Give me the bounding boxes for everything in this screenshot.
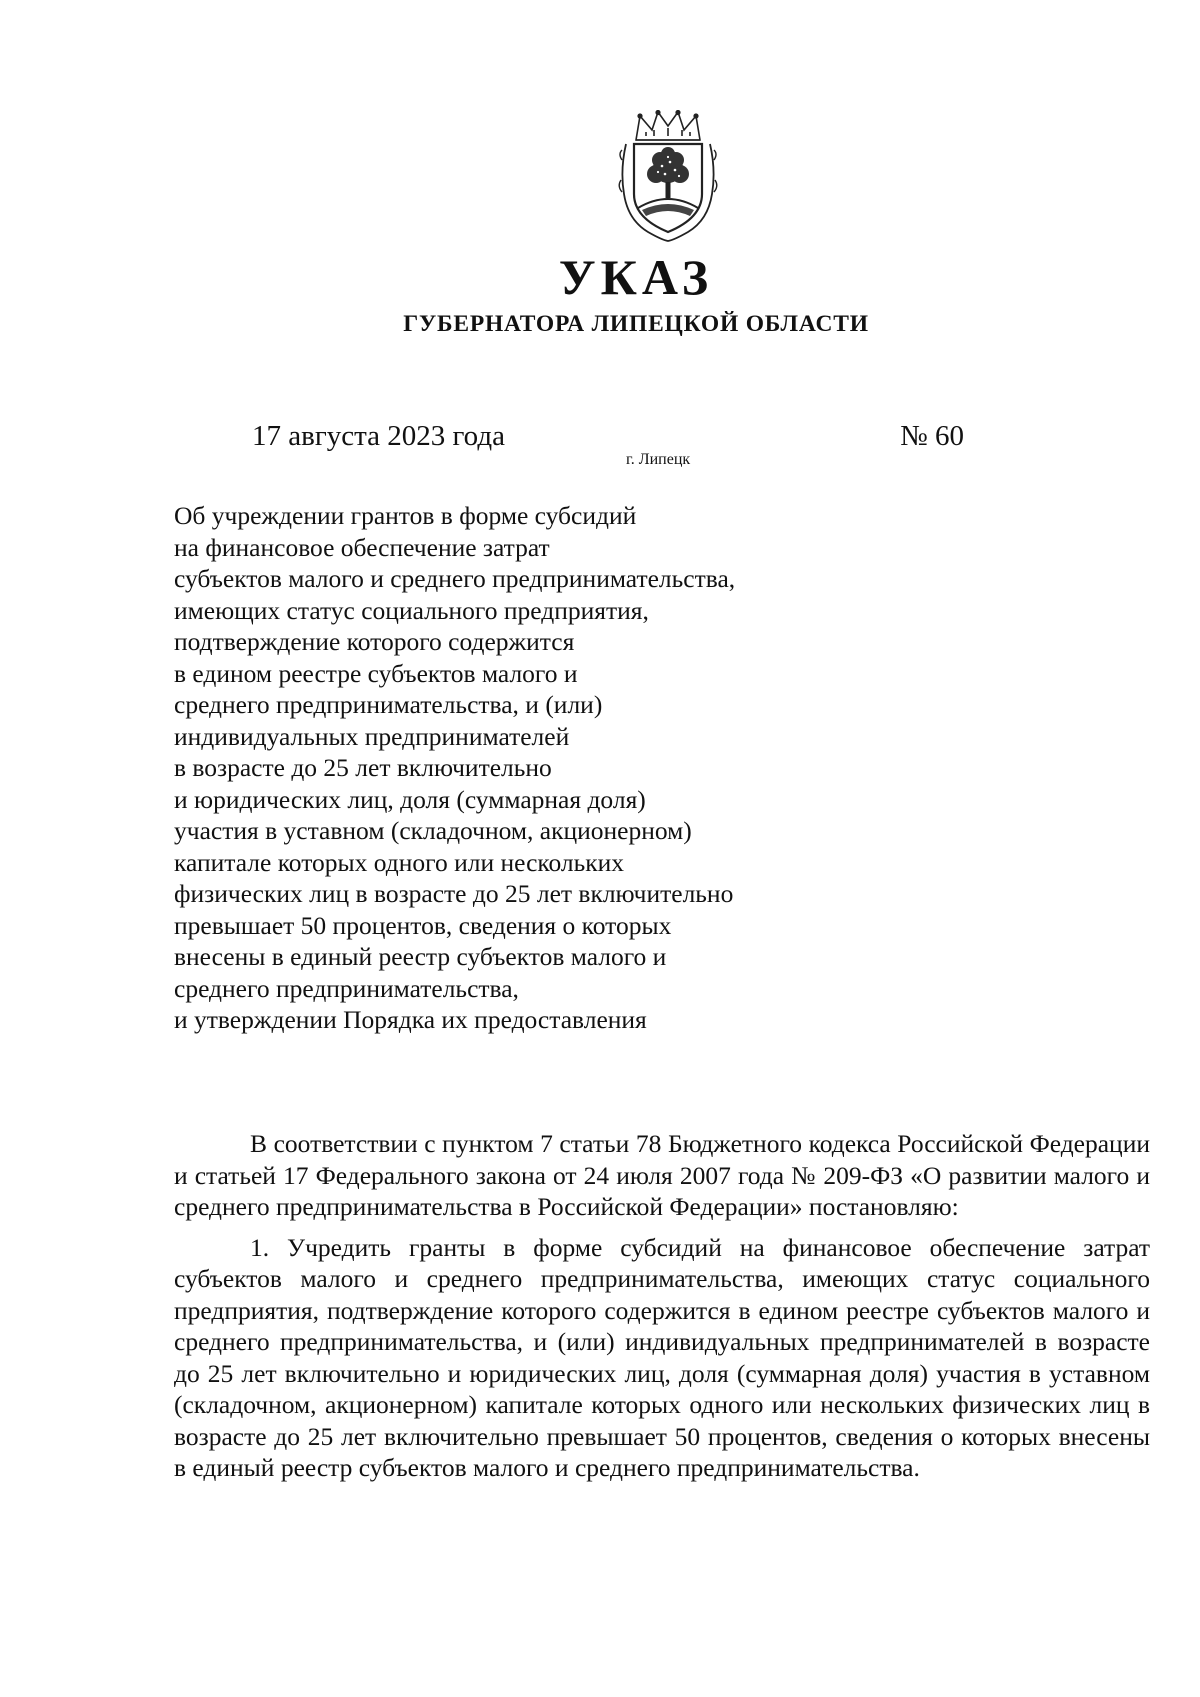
document-issuer: ГУБЕРНАТОРА ЛИПЕЦКОЙ ОБЛАСТИ	[403, 311, 869, 337]
coat-of-arms-icon	[618, 110, 718, 242]
heading-line: внесены в единый реестр субъектов малого и	[174, 942, 667, 971]
heading-line: и юридических лиц, доля (суммарная доля)	[174, 784, 646, 814]
clause-1-paragraph: 1. Учредить гранты в форме субсидий на финансовое обеспечение затрат субъектов малого и среднего предпринимательства, имеющих статус социального предприятия, подтверждение которого содержится в едином реестре субъектов малого и среднего предпринимательства, и (или) индивидуальных предпринимателей в возрасте до 25 лет включительно и юридических лиц, доля (суммарная доля) участия в уставном (складочном, акционерном) капитале которых одного или нескольких физических лиц в возрасте до 25 лет включительно превышает 50 процентов, сведения о которых внесены в единый реестр субъектов малого и среднего предпринимательства.	[174, 1232, 1150, 1482]
heading-line: на финансовое обеспечение затрат	[174, 532, 550, 562]
heading-line: индивидуальных предпринимателей	[174, 721, 570, 751]
heading-line: имеющих статус социального предприятия,	[174, 595, 649, 625]
document-title: УКАЗ	[558, 249, 714, 305]
document-heading	[174, 500, 735, 1036]
heading-line: среднего предпринимательства, и (или)	[174, 690, 603, 719]
document-number: № 60	[900, 420, 964, 452]
preamble-paragraph: В соответствии с пунктом 7 статьи 78 Бюджетного кодекса Российской Федерации и статьей 17 Федерального закона от 24 июля 2007 года № 209-ФЗ «О развитии малого и среднего предпринимательства в Российской Федерации» постановляю:	[174, 1129, 1150, 1221]
document-date: 17 августа 2023 года	[252, 420, 505, 452]
document-city: г. Липецк	[626, 451, 691, 468]
heading-line: подтверждение которого содержится	[174, 627, 575, 656]
heading-line: и утверждении Порядка их предоставления	[174, 1005, 647, 1034]
heading-line: в возрасте до 25 лет включительно	[174, 753, 552, 782]
document-body	[174, 1128, 1150, 1493]
heading-line: в едином реестре субъектов малого и	[174, 658, 578, 688]
heading-line: участия в уставном (складочном, акционерном)	[174, 816, 692, 845]
heading-line: Об учреждении грантов в форме субсидий	[174, 501, 637, 530]
heading-line: превышает 50 процентов, сведения о которых	[174, 910, 672, 940]
heading-line: физических лиц в возрасте до 25 лет включительно	[174, 879, 734, 908]
heading-line: среднего предпринимательства,	[174, 973, 519, 1003]
heading-line: капитале которых одного или нескольких	[174, 847, 625, 877]
heading-line: субъектов малого и среднего предпринимательства,	[174, 564, 736, 593]
